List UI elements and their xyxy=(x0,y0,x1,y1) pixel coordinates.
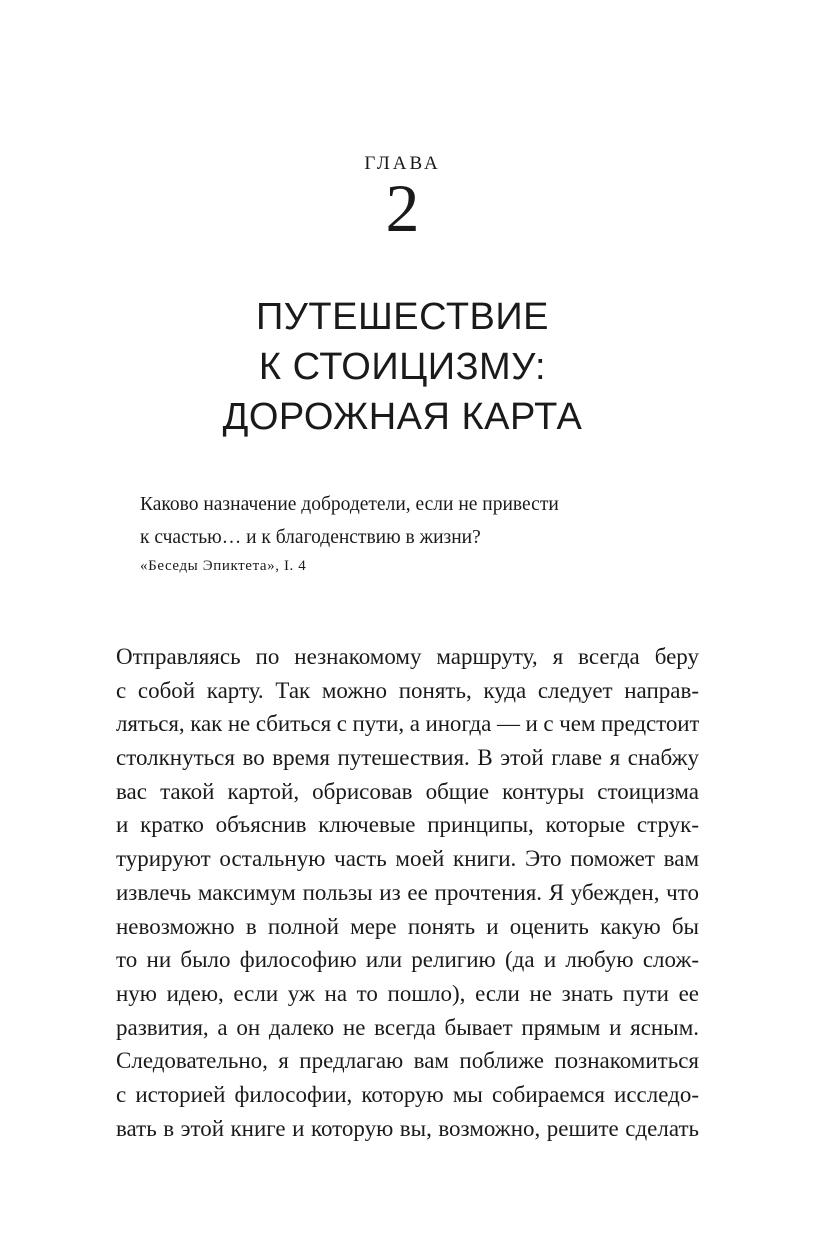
body-line: вать в этой книге и которую вы, возможно, решите сделать xyxy=(116,1115,699,1141)
body-line: извлечь максимум пользы из ее прочтения. Я убежден, что xyxy=(116,879,699,905)
epigraph-line: к счастью… и к благоденствию в жизни? xyxy=(140,527,481,548)
body-line: развития, а он далеко не всегда бывает прямым и ясным. xyxy=(116,1014,699,1040)
chapter-title-line: ДОРОЖНАЯ КАРТА xyxy=(222,396,583,438)
epigraph xyxy=(140,488,680,575)
body-line: Отправляясь по незнакомому маршруту, я всегда беру xyxy=(116,644,699,669)
chapter-title-line: ПУТЕШЕСТВИЕ xyxy=(255,296,550,338)
body-line: Следовательно, я предлагаю вам поближе познакомиться xyxy=(116,1048,699,1074)
body-line: то ни было философию или религию (да и любую слож- xyxy=(116,947,699,973)
chapter-label: ГЛАВА xyxy=(364,153,441,174)
body-line: ляться, как не сбиться с пути, а иногда — и с чем предстоит xyxy=(116,711,699,737)
body-line: турируют остальную часть моей книги. Это поможет вам xyxy=(116,846,699,872)
body-line: невозможно в полной мере понять и оценить какую бы xyxy=(116,913,699,939)
body-line: и кратко объяснив ключевые принципы, которые струк- xyxy=(116,812,699,838)
body-line: столкнуться во время путешествия. В этой главе я снабжу xyxy=(116,745,699,771)
epigraph-source: «Беседы Эпиктета», I. 4 xyxy=(140,558,307,574)
body-line: с историей философии, которую мы собираемся исследо- xyxy=(116,1081,699,1107)
chapter-title xyxy=(0,292,805,442)
body-paragraph xyxy=(116,640,699,1145)
chapter-title-line: К СТОИЦИЗМУ: xyxy=(258,346,547,388)
body-line: ную идею, если уж на то пошло), если не знать пути ее xyxy=(116,980,699,1006)
epigraph-line: Каково назначение добродетели, если не привести xyxy=(140,494,559,515)
body-line: вас такой картой, обрисовав общие контуры стоицизма xyxy=(116,778,699,804)
chapter-number: 2 xyxy=(385,170,420,246)
body-line: с собой карту. Так можно понять, куда следует направ- xyxy=(116,677,699,703)
